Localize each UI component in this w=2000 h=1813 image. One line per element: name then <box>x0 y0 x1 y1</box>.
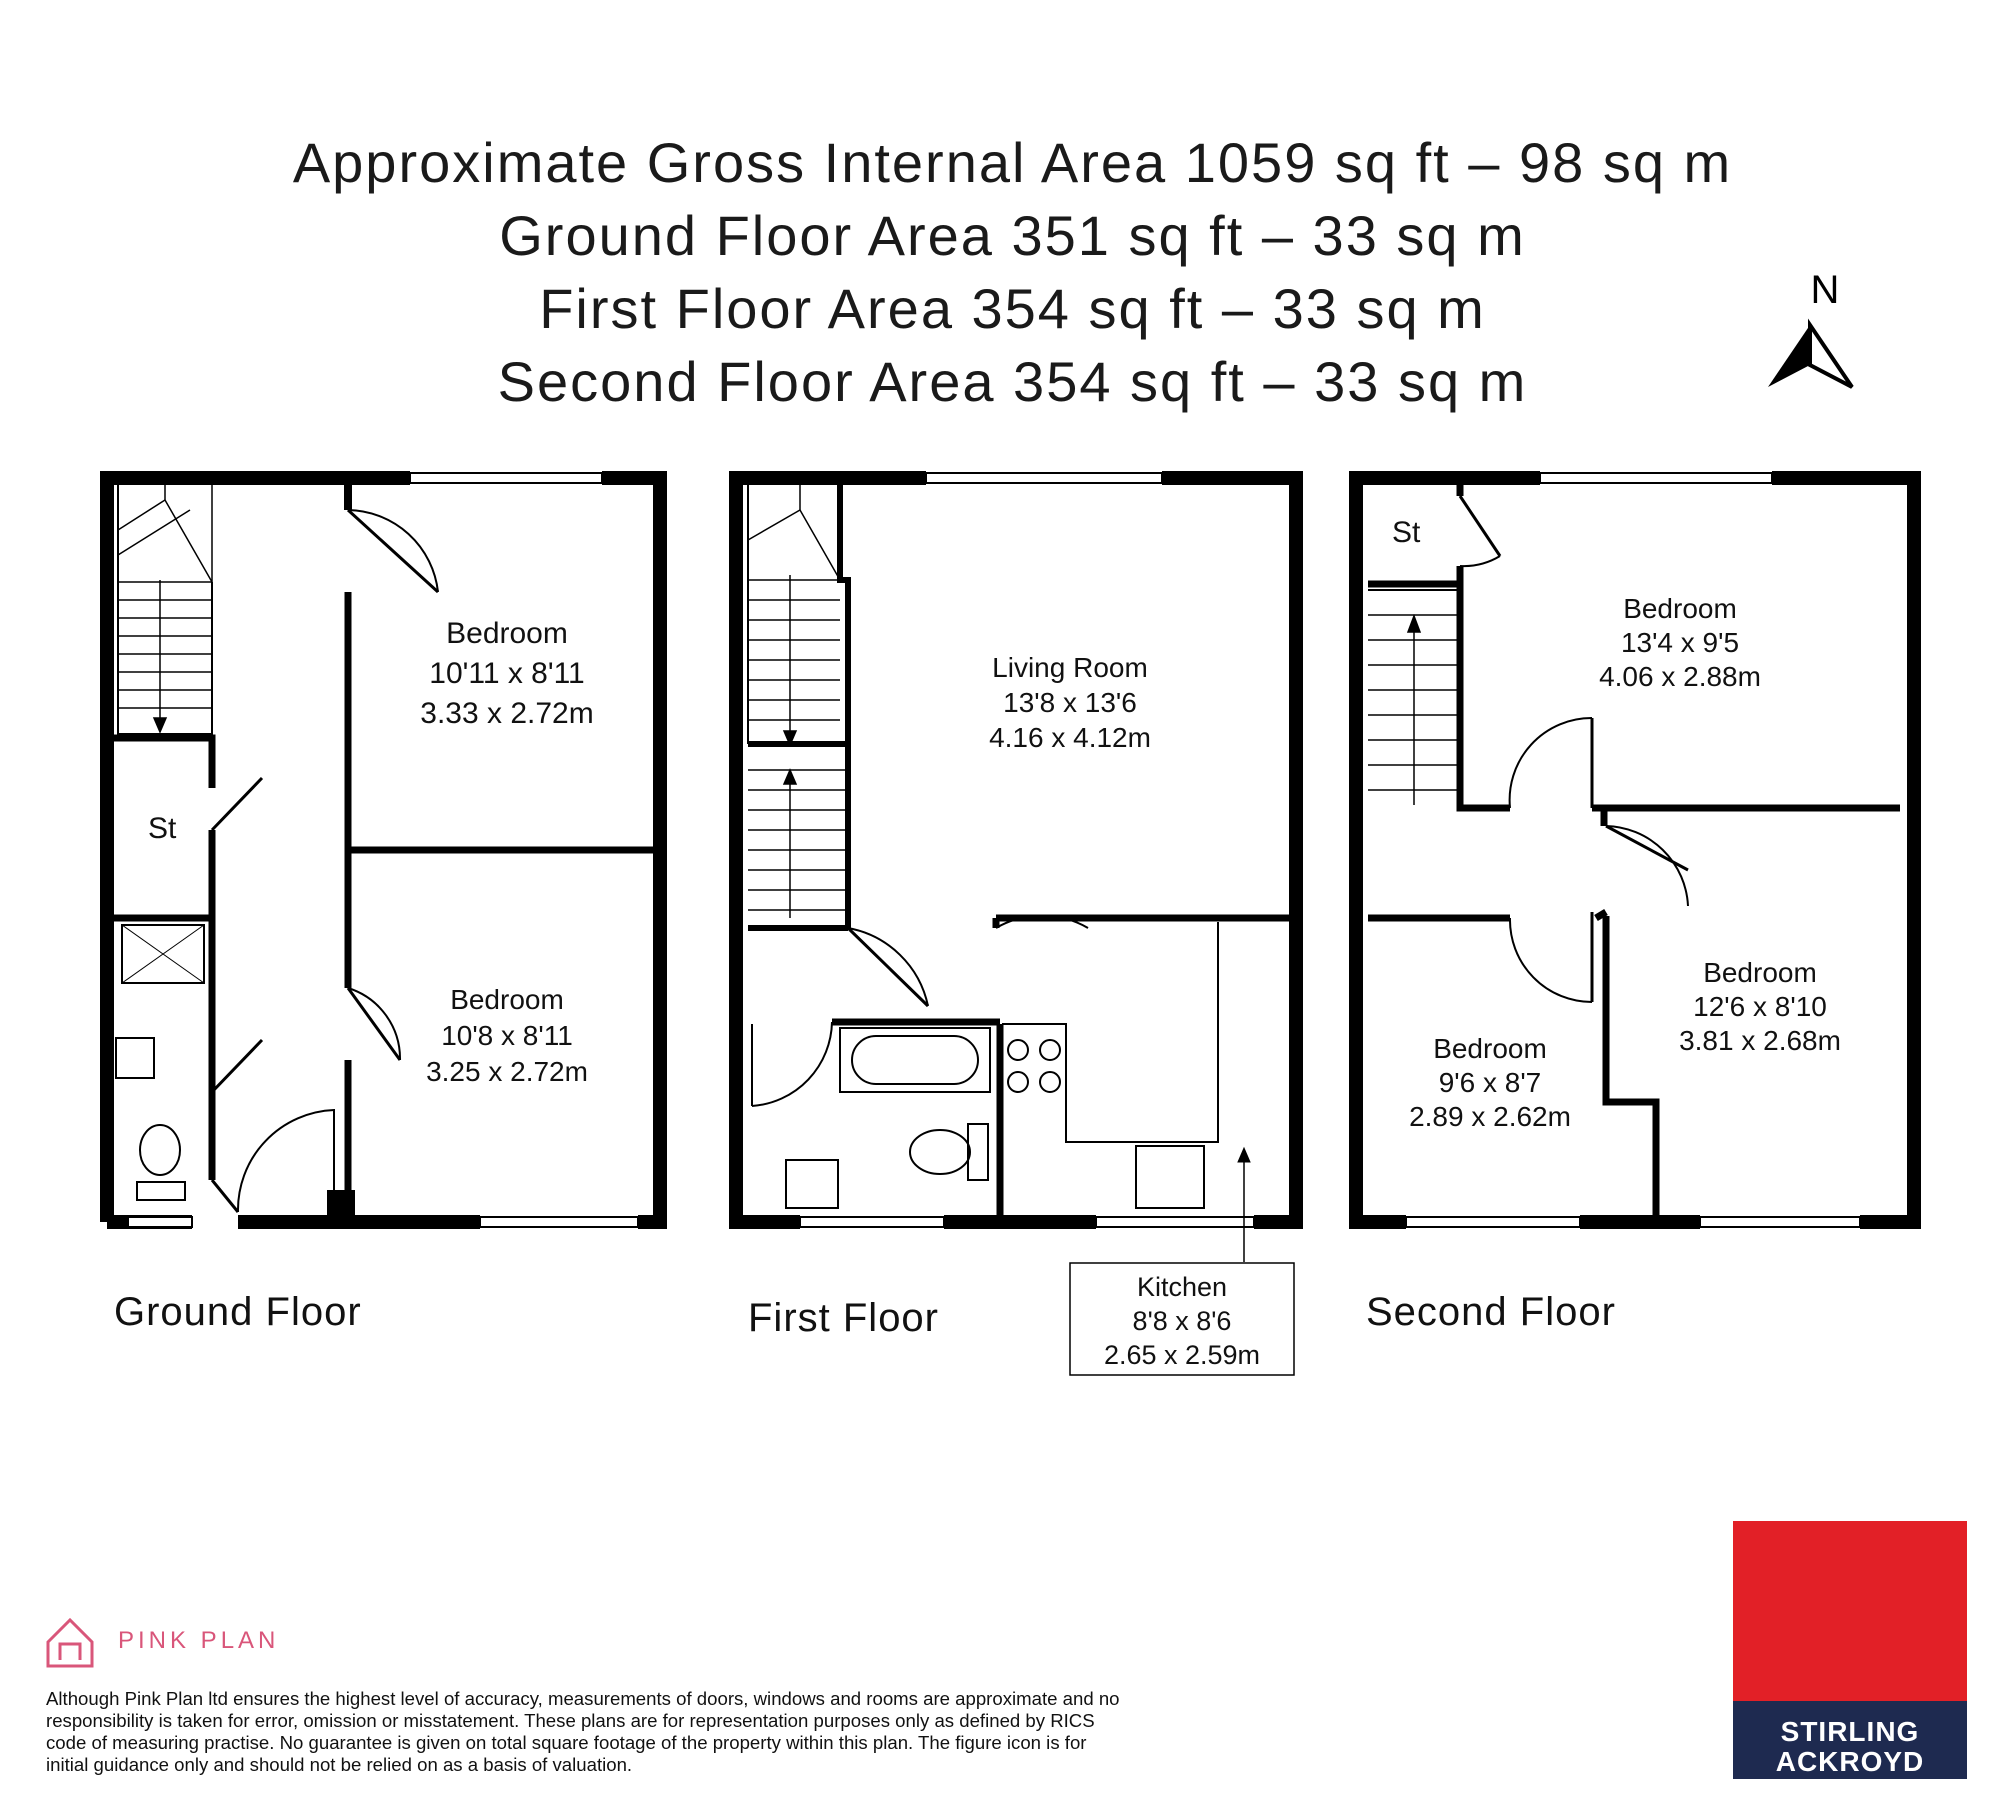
room-size-imperial: 9'6 x 8'7 <box>1438 1067 1542 1098</box>
room-size-imperial: 10'8 x 8'11 <box>441 1020 573 1051</box>
ground-floor-title: Ground Floor <box>114 1290 362 1334</box>
second-bedroom-1-label <box>1570 592 1790 694</box>
room-size-imperial: 8'8 x 8'6 <box>1132 1306 1232 1336</box>
brand-line-2: ACKROYD <box>1775 1746 1925 1777</box>
room-size-metric: 3.25 x 2.72m <box>426 1056 588 1087</box>
second-bedroom-3-label <box>1380 1032 1600 1134</box>
second-area-heading: Second Floor Area 354 sq ft – 33 sq m <box>497 350 1528 413</box>
pinkplan-logo-icon <box>48 1620 92 1666</box>
room-name: Bedroom <box>1703 957 1817 988</box>
ground-store-label: St <box>148 812 177 845</box>
room-size-metric: 4.16 x 4.12m <box>989 722 1151 753</box>
north-arrow-icon <box>1768 325 1852 387</box>
first-floor-title: First Floor <box>748 1296 939 1340</box>
brand-red-panel <box>1733 1521 1967 1701</box>
room-size-imperial: 12'6 x 8'10 <box>1693 991 1827 1022</box>
disclaimer-text: Although Pink Plan ltd ensures the highest level of accuracy, measurements of doors, windows and rooms are approximate and no responsibility is taken for error, omission or misstatement. These plans are for representation purposes only as defined by RICS code of measuring practise. No guarantee is given on total square footage of the property within this plan. The figure icon is for initial guidance only and should not be relied on as a basis of valuation. <box>46 1688 1120 1775</box>
room-name: Bedroom <box>446 617 568 650</box>
brand-line-1: STIRLING <box>1780 1716 1920 1747</box>
room-name: Bedroom <box>1623 593 1737 624</box>
room-size-imperial: 13'8 x 13'6 <box>1003 687 1137 718</box>
second-store-label: St <box>1392 516 1421 549</box>
ground-bedroom-1-label <box>382 614 632 734</box>
room-name: Living Room <box>992 652 1148 683</box>
first-floor-plan <box>736 473 1296 1375</box>
ground-floor-plan <box>107 473 660 1227</box>
room-size-imperial: 10'11 x 8'11 <box>429 657 585 690</box>
room-size-metric: 2.89 x 2.62m <box>1409 1101 1571 1132</box>
room-size-imperial: 13'4 x 9'5 <box>1620 627 1740 658</box>
room-size-metric: 2.65 x 2.59m <box>1103 1340 1261 1370</box>
room-name: Kitchen <box>1136 1272 1228 1302</box>
second-bedroom-2-label <box>1650 956 1870 1058</box>
stirling-ackroyd-logo <box>1733 1521 1967 1779</box>
first-area-heading: First Floor Area 354 sq ft – 33 sq m <box>539 277 1486 340</box>
second-floor-title: Second Floor <box>1366 1290 1616 1334</box>
ground-bedroom-2-label <box>382 982 632 1090</box>
gross-area-heading: Approximate Gross Internal Area 1059 sq ft – 98 sq m <box>292 131 1733 194</box>
room-size-metric: 3.33 x 2.72m <box>420 697 594 730</box>
room-size-metric: 3.81 x 2.68m <box>1679 1025 1841 1056</box>
living-room-label <box>960 650 1180 755</box>
north-label: N <box>1810 268 1840 312</box>
kitchen-label <box>1072 1270 1292 1372</box>
room-name: Bedroom <box>450 984 564 1015</box>
pinkplan-logo-text: PINK PLAN <box>118 1627 280 1654</box>
ground-area-heading: Ground Floor Area 351 sq ft – 33 sq m <box>499 204 1526 267</box>
room-size-metric: 4.06 x 2.88m <box>1599 661 1761 692</box>
room-name: Bedroom <box>1433 1033 1547 1064</box>
